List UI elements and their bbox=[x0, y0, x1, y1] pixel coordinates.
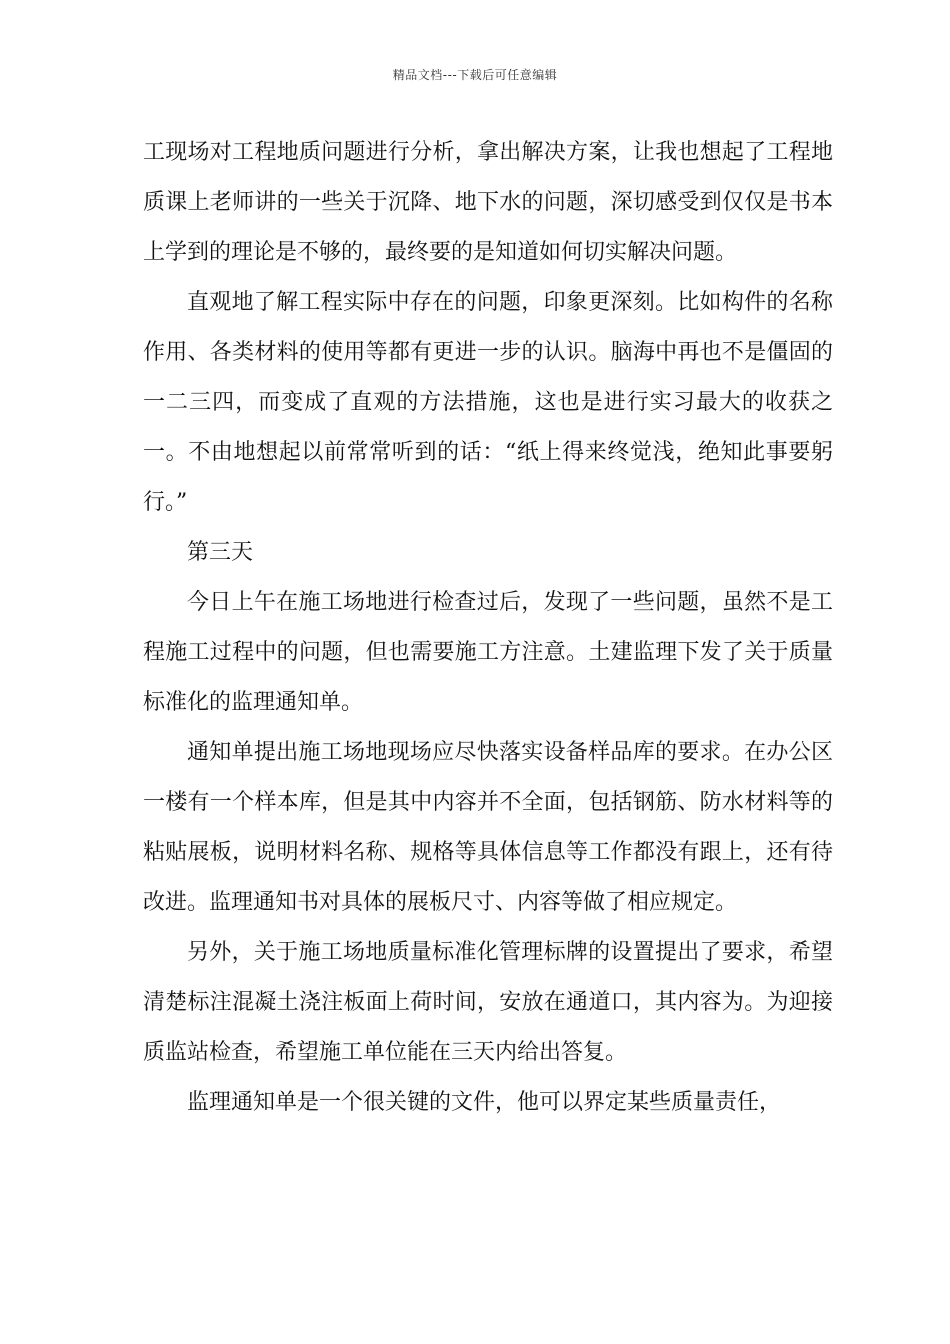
paragraph-6: 监理通知单是一个很关键的文件，他可以界定某些质量责任， bbox=[187, 1090, 782, 1115]
section-heading-day-three: 第三天 bbox=[187, 540, 254, 565]
paragraph-2: 直观地了解工程实际中存在的问题，印象更深刻。比如构件的名称作用、各类材料的使用等都有更进一步的认识。脑海中再也不是僵固的一二三四，而变成了直观的方法措施，这也是进行实习最大的收获之一。不由地想起以前常常听到的话：“纸上得来终觉浅，绝知此事要躬行。” bbox=[143, 290, 833, 515]
page-header: 精品文档---下载后可任意编辑 bbox=[392, 68, 558, 82]
paragraph-5: 另外，关于施工场地质量标准化管理标牌的设置提出了要求，希望清楚标注混凝土浇注板面上荷时间，安放在通道口，其内容为。为迎接质监站检查，希望施工单位能在三天内给出答复。 bbox=[143, 940, 833, 1065]
paragraph-1: 工现场对工程地质问题进行分析，拿出解决方案，让我也想起了工程地质课上老师讲的一些关于沉降、地下水的问题，深切感受到仅仅是书本上学到的理论是不够的，最终要的是知道如何切实解决问题。 bbox=[143, 140, 833, 265]
paragraph-4: 通知单提出施工场地现场应尽快落实设备样品库的要求。在办公区一楼有一个样本库，但是其中内容并不全面，包括钢筋、防水材料等的粘贴展板，说明材料名称、规格等具体信息等工作都没有跟上，还有待改进。监理通知书对具体的展板尺寸、内容等做了相应规定。 bbox=[143, 740, 833, 915]
paragraph-3: 今日上午在施工场地进行检查过后，发现了一些问题，虽然不是工程施工过程中的问题，但也需要施工方注意。土建监理下发了关于质量标准化的监理通知单。 bbox=[143, 590, 833, 715]
document-body bbox=[143, 128, 833, 1128]
